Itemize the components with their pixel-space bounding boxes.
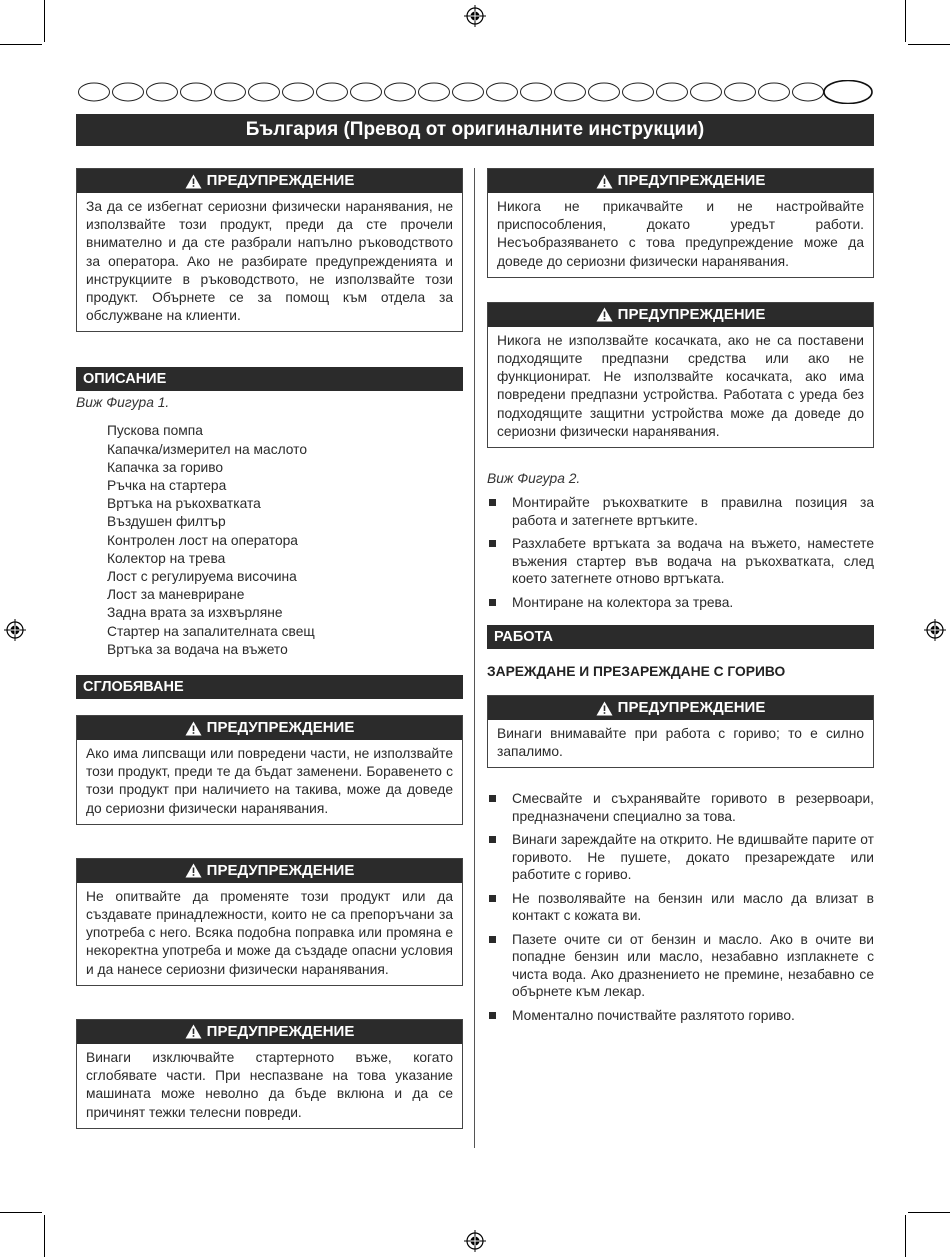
- language-tab: [181, 83, 212, 101]
- list-item: Колектор на трева: [107, 550, 226, 566]
- figure-reference: Виж Фигура 1.: [76, 395, 170, 411]
- fuel-steps-list: [487, 790, 874, 1024]
- warning-header: [77, 716, 462, 740]
- crop-mark: [908, 1212, 950, 1213]
- language-tab: [521, 83, 552, 101]
- warning-header: [488, 696, 873, 720]
- warning-box: [487, 302, 874, 448]
- language-tab: [725, 83, 756, 101]
- warning-text: Никога не използвайте косачката, ако не са поставени подходящите предпазни средства или ако не функционират. Не използвайте косачката, ако има повредени предпазни устройства. Работата с уреда без подходящите защитни устройства може да доведе до сериозни физически наранявания.: [497, 332, 864, 439]
- crop-mark: [44, 0, 45, 42]
- list-item: Ръчка на стартера: [107, 478, 227, 494]
- warning-label: ПРЕДУПРЕЖДЕНИЕ: [206, 719, 355, 737]
- warning-text: Винаги внимавайте при работа с гориво; то е силно запалимо.: [497, 726, 864, 760]
- page-title: България (Превод от оригиналните инструкции): [76, 114, 874, 146]
- language-tab: [453, 83, 484, 101]
- crop-mark: [905, 1215, 906, 1257]
- section-heading-operation: РАБОТА: [487, 625, 874, 649]
- language-tab: [147, 83, 178, 101]
- parts-list: [76, 422, 463, 659]
- list-item: Лост за маневриране: [107, 587, 245, 603]
- list-item: Разхлабете вртъката за водача на въжето, наместете въжения стартер във водача на ръкохватката, след което затегнете отново вртъката.: [487, 535, 874, 588]
- warning-box: [76, 858, 463, 986]
- list-item: Лост с регулируема височина: [107, 569, 297, 585]
- warning-box: [76, 1019, 463, 1129]
- registration-mark-icon: [924, 619, 946, 641]
- warning-triangle-icon: [185, 721, 202, 736]
- left-column: [76, 168, 463, 1162]
- language-tabs: [76, 80, 874, 104]
- right-column: [487, 168, 874, 1030]
- warning-label: ПРЕДУПРЕЖДЕНИЕ: [206, 172, 355, 189]
- warning-header: [488, 303, 873, 327]
- language-tab: [79, 83, 110, 101]
- warning-box: [76, 168, 463, 332]
- warning-triangle-icon: [185, 1024, 202, 1039]
- list-item: Задна врата за изхвърляне: [107, 605, 283, 621]
- language-tab: [249, 83, 280, 101]
- warning-header: [77, 1020, 462, 1044]
- warning-header: [488, 169, 873, 193]
- language-tab: [555, 83, 586, 101]
- warning-label: ПРЕДУПРЕЖДЕНИЕ: [617, 305, 766, 323]
- warning-triangle-icon: [185, 863, 202, 878]
- section-heading-assembly: СГЛОБЯВАНЕ: [76, 675, 463, 699]
- list-item: Монтиране на колектора за трева.: [487, 594, 874, 612]
- language-tab: [385, 83, 416, 101]
- crop-mark: [0, 1212, 42, 1213]
- language-tab: [351, 83, 382, 101]
- list-item: Не позволявайте на бензин или масло да влизат в контакт с кожата ви.: [487, 890, 874, 925]
- language-tab: [487, 83, 518, 101]
- warning-triangle-icon: [596, 174, 613, 189]
- warning-text: Не опитвайте да променяте този продукт или да създавате принадлежности, които не са препоръчани за употреба с него. Всяка подобна поправка или промяна е некоректна употреба и може да създаде опасни условия и да нанесе сериозни физически наранявания.: [86, 888, 453, 977]
- crop-mark: [44, 1215, 45, 1257]
- warning-text: За да се избегнат сериозни физически наранявания, не използвайте този продукт, преди да сте прочели внимателно и да сте разбрали напълно ръководството за оператора. Ако не разбирате предупрежденията и инструкциите в ръководството, не използвайте този продукт. Обърнете се за помощ към отдела за обслужване на клиенти.: [86, 199, 453, 324]
- warning-header: [77, 169, 462, 193]
- warning-text: Ако има липсващи или повредени части, не използвайте този продукт, преди те да бъдат заменени. Боравенето с този продукт при наличието на такива, може да доведе до сериозни физически наранявания.: [86, 746, 453, 816]
- language-tab: [759, 83, 790, 101]
- warning-triangle-icon: [596, 701, 613, 716]
- registration-mark-icon: [4, 619, 26, 641]
- list-item: Смесвайте и съхранявайте горивото в резервоари, предназначени специално за това.: [487, 790, 874, 825]
- subsection-heading: ЗАРЕЖДАНЕ И ПРЕЗАРЕЖДАНЕ С ГОРИВО: [487, 664, 786, 680]
- language-tab: [589, 83, 620, 101]
- crop-mark: [905, 0, 906, 42]
- crop-mark: [908, 44, 950, 45]
- list-item: Капачка за гориво: [107, 459, 224, 475]
- warning-triangle-icon: [596, 307, 613, 322]
- warning-box: [487, 695, 874, 768]
- language-tab: [283, 83, 314, 101]
- registration-mark-icon: [464, 5, 486, 27]
- warning-label: ПРЕДУПРЕЖДЕНИЕ: [206, 1022, 355, 1040]
- language-tab: [793, 83, 824, 101]
- list-item: Вртъка на ръкохватката: [107, 496, 261, 512]
- language-tab: [691, 83, 722, 101]
- crop-mark: [0, 44, 42, 45]
- section-heading-description: ОПИСАНИЕ: [76, 367, 463, 391]
- list-item: Въздушен филтър: [107, 514, 226, 530]
- list-item: Стартер на запалителната свещ: [107, 623, 315, 639]
- language-tab: [113, 83, 144, 101]
- registration-mark-icon: [464, 1230, 486, 1252]
- warning-triangle-icon: [185, 174, 202, 189]
- language-tab: [419, 83, 450, 101]
- assembly-steps-list: [487, 494, 874, 611]
- list-item: Капачка/измерител на маслото: [107, 441, 308, 457]
- warning-text: Винаги изключвайте стартерното въже, когато сглобявате части. При неспазване на това указание машината може неволно да бъде вклюна и да се причинят тежки телесни повреди.: [86, 1049, 453, 1120]
- warning-header: [77, 859, 462, 883]
- warning-label: ПРЕДУПРЕЖДЕНИЕ: [617, 172, 766, 189]
- warning-box: [76, 715, 463, 825]
- warning-label: ПРЕДУПРЕЖДЕНИЕ: [617, 699, 766, 717]
- warning-text: Никога не прикачвайте и не настройвайте приспособления, докато уредът работи. Несъобразяването с това предупреждение може да доведе до сериозни физически наранявания.: [497, 199, 864, 269]
- list-item: Моментално почиствайте разлятото гориво.: [487, 1007, 874, 1025]
- language-tab: [317, 83, 348, 101]
- warning-box: [487, 168, 874, 278]
- figure-reference: Виж Фигура 2.: [487, 471, 581, 487]
- list-item: Пускова помпа: [107, 423, 203, 439]
- list-item: Контролен лост на оператора: [107, 532, 298, 548]
- list-item: Пазете очите си от бензин и масло. Ако в очите ви попадне бензин или масло, незабавно изплакнете с чиста вода. Ако дразнението не премине, незабавно се обърнете към лекар.: [487, 931, 874, 1001]
- language-tab: [657, 83, 688, 101]
- language-tab: [215, 83, 246, 101]
- list-item: Винаги зареждайте на открито. Не вдишвайте парите от горивото. Не пушете, докато презареждате или работите с гориво.: [487, 831, 874, 884]
- list-item: Монтирайте ръкохватките в правилна позиция за работа и затегнете вртъките.: [487, 494, 874, 529]
- language-tab-active: [824, 81, 872, 104]
- column-divider: [474, 168, 475, 1148]
- language-tab: [623, 83, 654, 101]
- warning-label: ПРЕДУПРЕЖДЕНИЕ: [206, 861, 355, 879]
- list-item: Вртъка за водача на въжето: [107, 641, 288, 657]
